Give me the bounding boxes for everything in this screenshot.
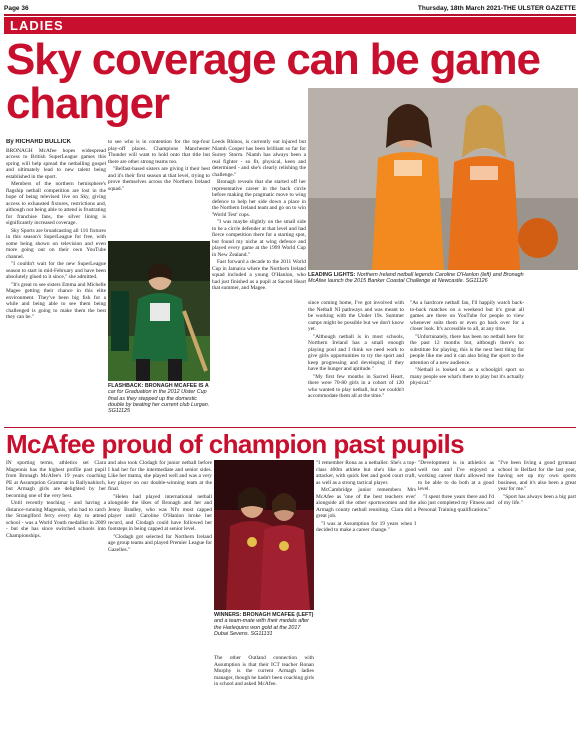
article1-column-2 xyxy=(108,139,210,239)
article2-column-3 xyxy=(214,655,314,733)
paragraph: "Sport has always been a big part of my life." xyxy=(498,493,576,506)
paragraph: Bronagh reveals that she started off her representative career in the back circle before making the pragmatic move to wing defence to help her side down a place in the Northern Ireland team and go on to win 'World Test' cups. xyxy=(212,179,306,218)
hockey-photo xyxy=(108,241,210,381)
paragraph: "It's great to see sisters Emma and Michelle Magee getting their chance in this elite environment. They've been big fish for a while and being able to see them being challenged is going to make them the best they can be." xyxy=(6,281,106,320)
paragraph: "Clodagh got selected for Northern Ireland age group teams and played Premier League for Gazelles." xyxy=(108,533,212,553)
masthead-rule xyxy=(4,14,576,16)
section-label: LADIES xyxy=(10,18,64,33)
caption-lead: FLASHBACK: BRONAGH MCAFEE IS A xyxy=(108,383,209,389)
paragraph: and also took Clodagh for junior netball before I had her for the intermediate and senior sides. Like her mama, she played well and was a very key player on our double-winning team at the final. xyxy=(108,460,212,492)
paragraph: "I was at Assumption for 19 years when I decided to make a career change." xyxy=(316,520,416,533)
article1-column-1 xyxy=(6,139,106,422)
masthead-date: Thursday, 18th March 2021-THE ULSTER GAZETTE xyxy=(417,4,576,12)
caption-lead: LEADING LIGHTS: xyxy=(308,272,356,278)
paragraph: Sky Sports are broadcasting all 116 fixtures in this season's SuperLeague for free, with some being shown on television and even more going out on their own YouTube channel. xyxy=(6,227,106,260)
paragraph: "Netball is looked on as a schoolgirl sport so many people see what's there to play but it's actually physical." xyxy=(410,367,524,386)
paragraph: "Although netball is in most schools, Northern Ireland has a small enough playing pool and I think we need work to give girls opportunities to try the sport and keep progressing and developing if they have the hunger and aptitude." xyxy=(308,333,404,372)
leaders-photo-caption xyxy=(308,272,528,285)
article2-column-5 xyxy=(418,460,494,732)
article2-column-1 xyxy=(6,460,106,732)
mcafee-photo-caption xyxy=(214,612,314,637)
paragraph: "Belfast-based sisters are giving it their best and it's their first season at that level, trying to prove themselves across the Northern Ireland squad." xyxy=(108,166,210,192)
paragraph: "I remember Rona as a netballer. She's a top-class 400m athlete but she's like a good attacker, with quick feet and good court craft, as well as a strong tactical player. xyxy=(316,460,416,486)
paragraph: McCambridge junior remembers Mrs McAfee as 'one of the best teachers ever' alongside all the other sportswomen and the Armagh county netball reuniting. Ciara did a great job. xyxy=(316,487,416,519)
paragraph: "My first few months in Sacred Heart, there were 70-80 girls in a cohort of 120 who wanted to play netball, but we couldn't accommodate them all at the time." xyxy=(308,373,404,399)
article1-column-4 xyxy=(308,300,404,425)
masthead-strip xyxy=(4,2,576,14)
hockey-photo-caption xyxy=(108,383,212,414)
paragraph: "Unfortunately, there has been no netball here for the past 12 months but, although there's no substitute for playing, this is the next best thing for people like me and it can also bring the sport to the attention of a new audience. xyxy=(410,333,524,366)
paragraph: "I spent three years there and I'd also just completed my Fitness and Personal Training qualifications." xyxy=(418,493,494,513)
caption-lead: WINNERS: BRONAGH MCAFEE (LEFT) xyxy=(214,612,314,618)
paragraph: BRONAGH McAfee hopes widespread access to British SuperLeague games this spring will help spread the netballing gospel and ultimately lead to new talent being established in the sport. xyxy=(6,147,106,180)
paragraph: IN sporting terms, athletics set Ciara Magennis has the highest profile past pupil from Bronagh McAfee's 19 years coaching PE at Assumption Grammar in Ballynahinch, but Armagh girls are delighted by her becoming one of the very best. xyxy=(6,460,106,499)
article-divider xyxy=(4,427,576,428)
paragraph: Leeds Rhinos, is currently out injured but Niamh Cooper has been brilliant so far for Surrey Storm. Niamh has always been a real fighter - so fit, physical, keen and determined - and she's clearly relishing the challenge." xyxy=(212,139,306,178)
article1-column-3 xyxy=(212,139,306,422)
page-number: Page 36 xyxy=(4,4,29,12)
paragraph: "Helen had played international netball alongside the likes of Bronagh and her and Jenny Bradley, who was NI's most capped player until Caroline O'Hanlon broke her record, and Clodagh could have followed her footsteps in being capped at senior level. xyxy=(108,493,212,532)
article1-column-5 xyxy=(410,300,524,425)
paragraph: since coming home, I've got involved with the Netball NI pathways and was meant to be working with the Under 19s. Summer camps might be possible but we don't know yet. xyxy=(308,300,404,332)
caption-text: and a team-mate with their medals after the Harlequins won gold at the 2017 Dubai Sevens. SG11131 xyxy=(214,618,309,637)
paragraph: Until recently teaching - and having a distance-running Magennis, who had to catch the Stranglford ferry every day to attend school - was a World Youth medallist in 2009 - but she has since switched schools into Championships. xyxy=(6,500,106,539)
caption-text: Northern Ireland netball legends Caroline O'Hanlon (left) and Bronagh McAfee launch the 2015 Banker Coastal Challenge at Newcastle. SG11126 xyxy=(308,272,524,285)
paragraph: "I've been living a good gymnast school in Belfast for the last year, having set up my own sports business, and it's also been a great year for me." xyxy=(498,460,576,492)
leaders-photo xyxy=(308,88,578,270)
paragraph: "I couldn't wait for the new SuperLeague season to start in mid-February and have been absolutely glued to it since," she admitted. xyxy=(6,261,106,280)
paragraph: Fast forward a decade to the 2011 World Cup in Jamaica where the Northern Ireland squad included a young O'Hanlon, who had just finished as a pupil at Sacred Heart that summer, and Magee. xyxy=(212,259,306,291)
section-banner xyxy=(4,17,576,34)
article2-column-6 xyxy=(498,460,576,732)
paragraph: "As a hardcore netball fan, I'll happily watch back-to-back matches on a weekend but it's great all games are there on YouTube for people to view whenever suits them or even go back over for a closer look. It's accessible to all, at any time. xyxy=(410,300,524,332)
paragraph: Members of the northern hemisphere's flagship netball competition are lost in the hope of being televised live on Sky, giving access to exhausted fixtures, restrictions and, although not being able to attend is frustrating for franchise fans, the silver lining is significantly increased coverage. xyxy=(6,181,106,226)
mcafee-photo xyxy=(214,460,314,610)
article-headline: Sky coverage can be game changer xyxy=(6,35,540,128)
article2-column-4 xyxy=(316,460,416,732)
paragraph: to see who is in contention for the top-four play-off places. Champions Manchester Thunder will want to hold onto that title but there are other strong teams too. xyxy=(108,139,210,165)
caption-text: car for Graduation in the 2012 Ulster Cup final as they stepped up the domestic double by beating her current club Lurgan. SG11125 xyxy=(108,389,210,415)
article2-headline: McAfee proud of champion past pupils xyxy=(6,429,464,459)
paragraph: "I was maybe slightly on the small side to be a circle defender at that level and had fierce competition there for a starting spot, but found my niche at wing defence and played every game at the 1999 World Cup in New Zealand." xyxy=(212,219,306,258)
paragraph: The other Outland connection with Assumption is that their ICT teacher Ronan Murphy is the current Armagh ladies manager, though he hadn't been coaching girls in school and asked McAfee. xyxy=(214,655,314,687)
paragraph: "Development is in athletics as well too and I've enjoyed a working career that's allowed me to be able to do both at a good level. xyxy=(418,460,494,492)
byline: By RICHARD BULLICK xyxy=(6,139,71,145)
article2-column-2 xyxy=(108,460,212,732)
